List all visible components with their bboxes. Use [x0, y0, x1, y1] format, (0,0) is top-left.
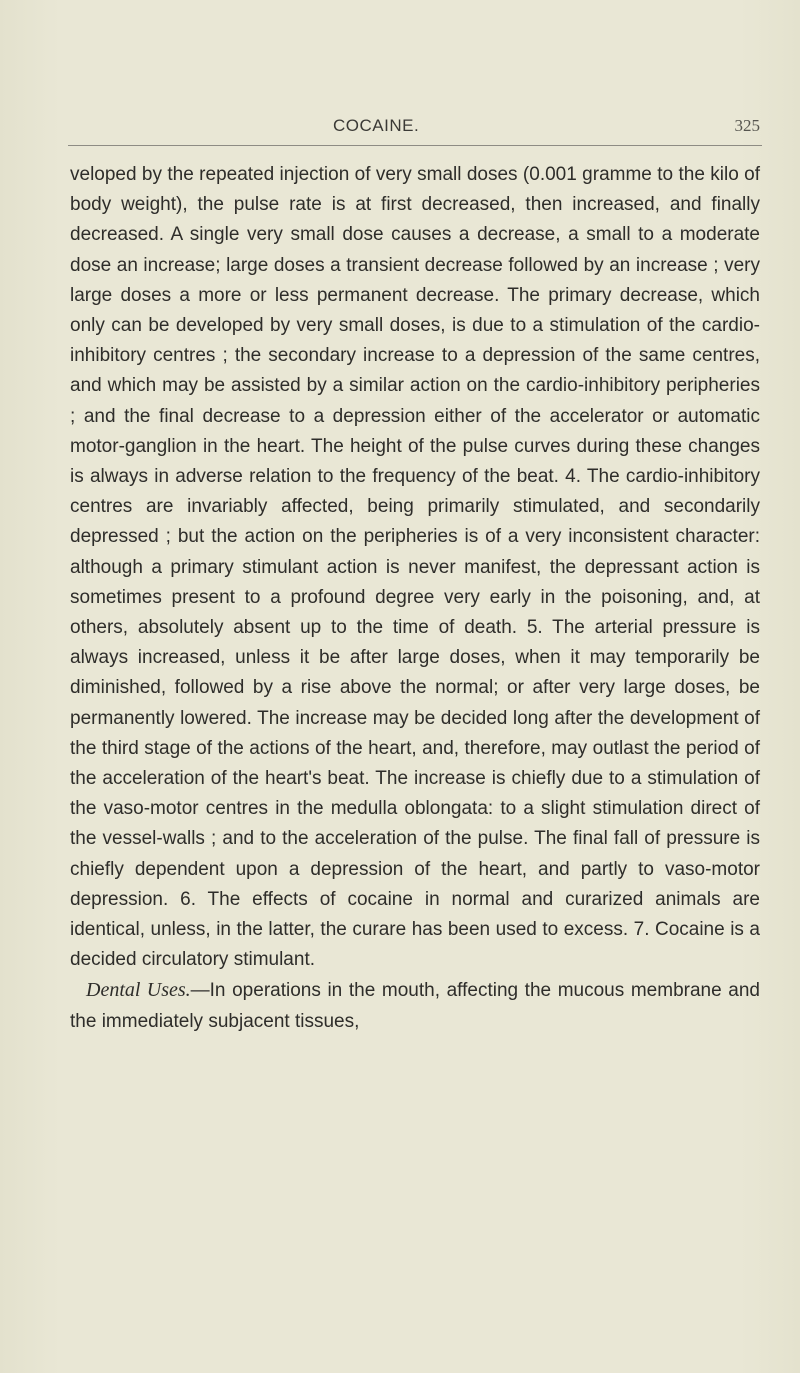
subheading-dental-uses: Dental Uses. — [86, 979, 191, 1002]
paragraph-2 — [70, 975, 760, 1036]
running-head — [70, 116, 760, 142]
body-text — [70, 160, 760, 1037]
page-number: 325 — [734, 116, 760, 135]
paragraph-1: veloped by the repeated injection of very small doses (0.001 gramme to the kilo of body weight), the pulse rate is at first decreased, then increased, and finally decreased. A single very small dose causes a decrease, a small to a moderate dose an increase; large doses a transient decrease followed by an increase ; very large doses a more or less permanent decrease. The primary decrease, which only can be developed by very small doses, is due to a stimulation of the cardio-inhibitory centres ; the secondary increase to a depression of the same centres, and which may be assisted by a similar action on the cardio-inhibitory peripheries ; and the final decrease to a depression either of the accelerator or automatic motor-ganglion in the heart. The height of the pulse curves during these changes is always in adverse relation to the frequency of the beat. 4. The cardio-inhibitory centres are invariably affected, being primarily stimulated, and secondarily depressed ; but the action on the peripheries is of a very inconsistent character: although a primary stimulant action is never manifest, the depressant action is sometimes present to a profound degree very early in the poisoning, and, at others, absolutely absent up to the time of death. 5. The arterial pressure is always increased, unless it be after large doses, when it may temporarily be diminished, followed by a rise above the normal; or after very large doses, be permanently lowered. The increase may be decided long after the development of the third stage of the actions of the heart, and, therefore, may outlast the period of the acceleration of the heart's beat. The increase is chiefly due to a stimulation of the vaso-motor centres in the medulla oblongata: to a slight stimulation direct of the vessel-walls ; and to the acceleration of the pulse. The final fall of pressure is chiefly dependent upon a depression of the heart, and partly to vaso-motor depression. 6. The effects of cocaine in normal and curarized animals are identical, unless, in the latter, the curare has been used to excess. 7. Cocaine is a decided circulatory stimulant. — [70, 164, 760, 971]
paragraph-2-text: —In operations in the mouth, affecting the mucous membrane and the immediately subjacent tissues, — [70, 980, 760, 1032]
header-rule — [68, 145, 762, 146]
chapter-title: COCAINE. — [333, 116, 420, 135]
